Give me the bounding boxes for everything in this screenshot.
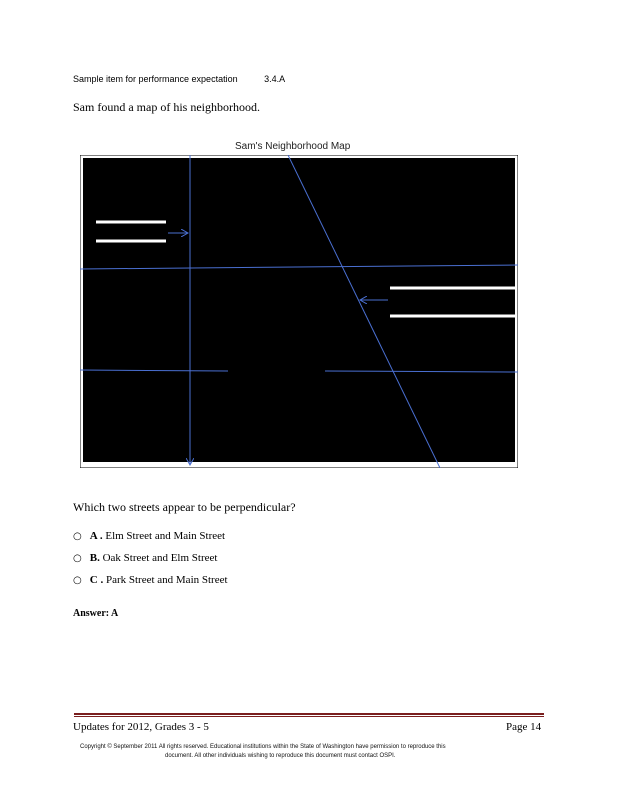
choice-c[interactable] bbox=[73, 574, 228, 586]
footer-left: Updates for 2012, Grades 3 - 5 bbox=[73, 721, 209, 733]
choice-b[interactable] bbox=[73, 552, 217, 564]
choice-a[interactable] bbox=[73, 530, 225, 542]
choice-text: Elm Street and Main Street bbox=[105, 530, 226, 542]
footer-rule bbox=[74, 713, 544, 715]
choice-letter: A . bbox=[89, 530, 103, 542]
copyright-line-2: document. All other individuals wishing to reproduce this document must contact OSPI. bbox=[165, 753, 396, 759]
neighborhood-map bbox=[80, 155, 518, 468]
radio-circle-icon[interactable]: ○ bbox=[73, 531, 82, 542]
choice-letter: C . bbox=[89, 574, 104, 586]
footer-rule-thin bbox=[74, 716, 544, 717]
copyright-line-1: Copyright © September 2011 All rights reserved. Educational institutions within the State of Washington have permission to reproduce this bbox=[80, 744, 446, 750]
radio-circle-icon[interactable]: ○ bbox=[73, 553, 82, 564]
choice-text: Oak Street and Elm Street bbox=[102, 552, 218, 564]
choice-text: Park Street and Main Street bbox=[105, 574, 228, 586]
question-text: Which two streets appear to be perpendicular? bbox=[73, 500, 296, 514]
expectation-code: 3.4.A bbox=[264, 74, 286, 84]
intro-text: Sam found a map of his neighborhood. bbox=[73, 100, 260, 114]
page-number: Page 14 bbox=[506, 721, 542, 733]
map-background bbox=[83, 158, 515, 462]
choice-letter: B. bbox=[89, 552, 100, 564]
answer-key: Answer: A bbox=[73, 608, 119, 619]
sample-item-label: Sample item for performance expectation 3.4.A bbox=[73, 74, 286, 84]
radio-circle-icon[interactable]: ○ bbox=[73, 575, 82, 586]
map-title: Sam's Neighborhood Map bbox=[235, 141, 351, 152]
